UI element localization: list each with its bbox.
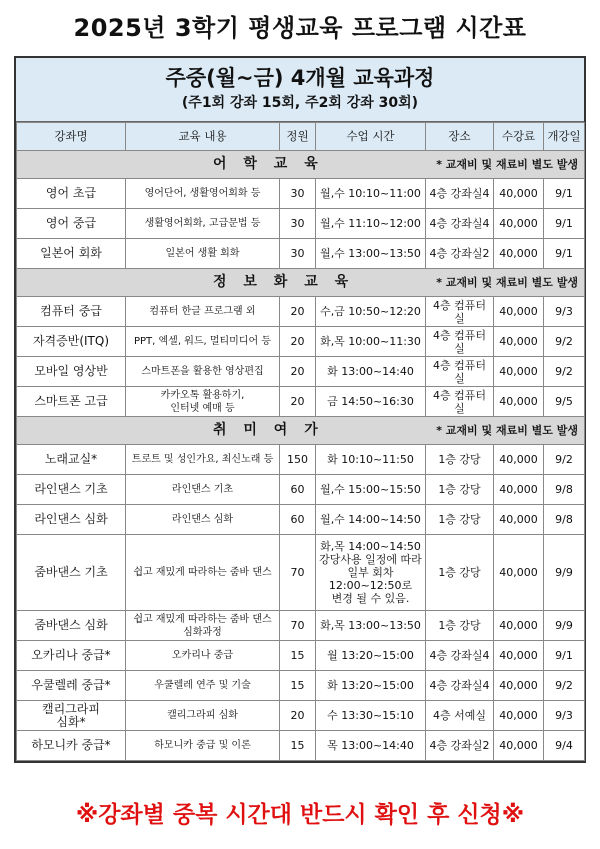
table-row <box>17 387 585 417</box>
cell-start: 9/1 <box>544 641 585 671</box>
cell-fee: 40,000 <box>494 505 544 535</box>
table-row <box>17 357 585 387</box>
table-row <box>17 731 585 761</box>
table-row <box>17 641 585 671</box>
section-cell <box>17 269 585 297</box>
course-banner <box>16 58 584 122</box>
table-row <box>17 327 585 357</box>
cell-place: 4층 컴퓨터실 <box>426 357 494 387</box>
cell-content: 쉽고 재밌게 따라하는 줌바 댄스 심화과정 <box>126 611 280 641</box>
cell-start: 9/9 <box>544 535 585 611</box>
header-fee: 수강료 <box>494 123 544 151</box>
header-time: 수업 시간 <box>316 123 426 151</box>
table-row <box>17 701 585 731</box>
cell-name: 줌바댄스 심화 <box>17 611 126 641</box>
table-row <box>17 179 585 209</box>
footer-notice: ※강좌별 중복 시간대 반드시 확인 후 신청※ <box>75 802 525 828</box>
cell-time: 수,금 10:50~12:20 <box>316 297 426 327</box>
cell-capacity: 30 <box>280 239 316 269</box>
table-row <box>17 297 585 327</box>
table-header-row <box>17 123 585 151</box>
cell-time: 월,수 13:00~13:50 <box>316 239 426 269</box>
cell-name: 오카리나 중급* <box>17 641 126 671</box>
cell-start: 9/2 <box>544 445 585 475</box>
cell-place: 4층 강좌실4 <box>426 179 494 209</box>
cell-place: 1층 강당 <box>426 475 494 505</box>
cell-time: 화 10:10~11:50 <box>316 445 426 475</box>
cell-start: 9/8 <box>544 475 585 505</box>
cell-fee: 40,000 <box>494 641 544 671</box>
cell-time: 월,수 11:10~12:00 <box>316 209 426 239</box>
cell-content: PPT, 엑셀, 워드, 멀티미디어 등 <box>126 327 280 357</box>
banner-title: 주중(월~금) 4개월 교육과정 <box>165 66 435 90</box>
cell-capacity: 70 <box>280 611 316 641</box>
time-note: 강당사용 일정에 따라 일부 회차 12:00~12:50로 변경 될 수 있음. <box>319 553 422 605</box>
cell-time: 월,수 10:10~11:00 <box>316 179 426 209</box>
section-row <box>17 269 585 297</box>
cell-place: 4층 컴퓨터실 <box>426 297 494 327</box>
cell-name: 하모니카 중급* <box>17 731 126 761</box>
cell-place: 1층 강당 <box>426 611 494 641</box>
cell-name: 줌바댄스 기초 <box>17 535 126 611</box>
cell-content: 영어단어, 생활영어회화 등 <box>126 179 280 209</box>
table-row <box>17 611 585 641</box>
cell-place: 4층 강좌실4 <box>426 209 494 239</box>
header-course-name: 강좌명 <box>17 123 126 151</box>
cell-capacity: 20 <box>280 297 316 327</box>
banner-subtitle: (주1회 강좌 15회, 주2회 강좌 30회) <box>181 95 419 111</box>
cell-fee: 40,000 <box>494 731 544 761</box>
cell-name: 영어 초급 <box>17 179 126 209</box>
section-row <box>17 151 585 179</box>
cell-fee: 40,000 <box>494 239 544 269</box>
cell-capacity: 70 <box>280 535 316 611</box>
header-capacity: 정원 <box>280 123 316 151</box>
section-cell <box>17 151 585 179</box>
cell-content: 쉽고 재밌게 따라하는 줌바 댄스 <box>126 535 280 611</box>
page-title: 2025년 3학기 평생교육 프로그램 시간표 <box>73 14 527 42</box>
cell-time: 금 14:50~16:30 <box>316 387 426 417</box>
section-name: 어 학 교 육 <box>213 156 324 172</box>
cell-place: 1층 강당 <box>426 535 494 611</box>
cell-capacity: 15 <box>280 671 316 701</box>
section-name: 취 미 여 가 <box>213 422 324 438</box>
cell-place: 4층 서예실 <box>426 701 494 731</box>
cell-content: 라인댄스 기초 <box>126 475 280 505</box>
section-row <box>17 417 585 445</box>
cell-name: 라인댄스 심화 <box>17 505 126 535</box>
cell-place: 4층 강좌실4 <box>426 641 494 671</box>
cell-fee: 40,000 <box>494 179 544 209</box>
cell-content: 스마트폰을 활용한 영상편집 <box>126 357 280 387</box>
cell-fee: 40,000 <box>494 701 544 731</box>
cell-place: 4층 강좌실4 <box>426 671 494 701</box>
cell-name: 모바일 영상반 <box>17 357 126 387</box>
cell-place: 4층 컴퓨터실 <box>426 387 494 417</box>
time-value: 화,목 14:00~14:50 <box>320 540 421 553</box>
cell-fee: 40,000 <box>494 209 544 239</box>
cell-place: 1층 강당 <box>426 445 494 475</box>
cell-name: 컴퓨터 중급 <box>17 297 126 327</box>
cell-content: 컴퓨터 한글 프로그램 외 <box>126 297 280 327</box>
cell-start: 9/3 <box>544 297 585 327</box>
cell-start: 9/4 <box>544 731 585 761</box>
section-note: * 교재비 및 재료비 별도 발생 <box>436 424 578 437</box>
cell-start: 9/1 <box>544 209 585 239</box>
section-note: * 교재비 및 재료비 별도 발생 <box>436 158 578 171</box>
cell-capacity: 60 <box>280 475 316 505</box>
cell-start: 9/2 <box>544 327 585 357</box>
cell-fee: 40,000 <box>494 535 544 611</box>
cell-content: 오카리나 중급 <box>126 641 280 671</box>
table-row <box>17 239 585 269</box>
cell-place: 4층 강좌실2 <box>426 731 494 761</box>
cell-content: 카카오톡 활용하기, 인터넷 예매 등 <box>126 387 280 417</box>
section-name: 정 보 화 교 육 <box>213 274 355 290</box>
cell-name: 자격증반(ITQ) <box>17 327 126 357</box>
cell-capacity: 20 <box>280 357 316 387</box>
header-place: 장소 <box>426 123 494 151</box>
cell-name: 우쿨렐레 중급* <box>17 671 126 701</box>
cell-content: 생활영어회화, 고급문법 등 <box>126 209 280 239</box>
cell-time: 월,수 14:00~14:50 <box>316 505 426 535</box>
section-note: * 교재비 및 재료비 별도 발생 <box>436 276 578 289</box>
table-row <box>17 475 585 505</box>
table-row <box>17 535 585 611</box>
cell-time: 화 13:00~14:40 <box>316 357 426 387</box>
cell-capacity: 20 <box>280 327 316 357</box>
cell-content: 일본어 생활 회화 <box>126 239 280 269</box>
cell-time: 화 13:20~15:00 <box>316 671 426 701</box>
cell-name: 노래교실* <box>17 445 126 475</box>
cell-fee: 40,000 <box>494 327 544 357</box>
cell-time: 월,수 15:00~15:50 <box>316 475 426 505</box>
cell-name: 스마트폰 고급 <box>17 387 126 417</box>
cell-start: 9/9 <box>544 611 585 641</box>
header-content: 교육 내용 <box>126 123 280 151</box>
cell-capacity: 30 <box>280 209 316 239</box>
cell-name: 라인댄스 기초 <box>17 475 126 505</box>
cell-content: 라인댄스 심화 <box>126 505 280 535</box>
cell-capacity: 30 <box>280 179 316 209</box>
cell-name: 일본어 회화 <box>17 239 126 269</box>
cell-capacity: 15 <box>280 641 316 671</box>
table-row <box>17 445 585 475</box>
cell-capacity: 20 <box>280 701 316 731</box>
cell-start: 9/1 <box>544 179 585 209</box>
header-start-date: 개강일 <box>544 123 585 151</box>
cell-time: 목 13:00~14:40 <box>316 731 426 761</box>
cell-start: 9/8 <box>544 505 585 535</box>
cell-fee: 40,000 <box>494 611 544 641</box>
cell-time: 화,목 13:00~13:50 <box>316 611 426 641</box>
cell-fee: 40,000 <box>494 445 544 475</box>
cell-place: 1층 강당 <box>426 505 494 535</box>
schedule-table <box>16 122 585 761</box>
cell-capacity: 150 <box>280 445 316 475</box>
cell-name: 캘리그라피 심화* <box>17 701 126 731</box>
cell-content: 우쿨렐레 연주 및 기술 <box>126 671 280 701</box>
cell-time <box>316 535 426 611</box>
cell-capacity: 60 <box>280 505 316 535</box>
cell-fee: 40,000 <box>494 475 544 505</box>
cell-content: 트로트 및 성인가요, 최신노래 등 <box>126 445 280 475</box>
cell-name: 영어 중급 <box>17 209 126 239</box>
schedule-sheet <box>14 56 586 763</box>
cell-fee: 40,000 <box>494 297 544 327</box>
cell-content: 하모니카 중급 및 이론 <box>126 731 280 761</box>
cell-start: 9/2 <box>544 671 585 701</box>
table-row <box>17 671 585 701</box>
cell-place: 4층 컴퓨터실 <box>426 327 494 357</box>
cell-capacity: 15 <box>280 731 316 761</box>
cell-fee: 40,000 <box>494 387 544 417</box>
table-row <box>17 209 585 239</box>
cell-start: 9/2 <box>544 357 585 387</box>
cell-fee: 40,000 <box>494 357 544 387</box>
cell-place: 4층 강좌실2 <box>426 239 494 269</box>
cell-start: 9/3 <box>544 701 585 731</box>
cell-time: 화,목 10:00~11:30 <box>316 327 426 357</box>
table-row <box>17 505 585 535</box>
section-cell <box>17 417 585 445</box>
cell-fee: 40,000 <box>494 671 544 701</box>
cell-time: 수 13:30~15:10 <box>316 701 426 731</box>
cell-start: 9/1 <box>544 239 585 269</box>
cell-capacity: 20 <box>280 387 316 417</box>
cell-start: 9/5 <box>544 387 585 417</box>
cell-content: 캘리그라피 심화 <box>126 701 280 731</box>
cell-time: 월 13:20~15:00 <box>316 641 426 671</box>
